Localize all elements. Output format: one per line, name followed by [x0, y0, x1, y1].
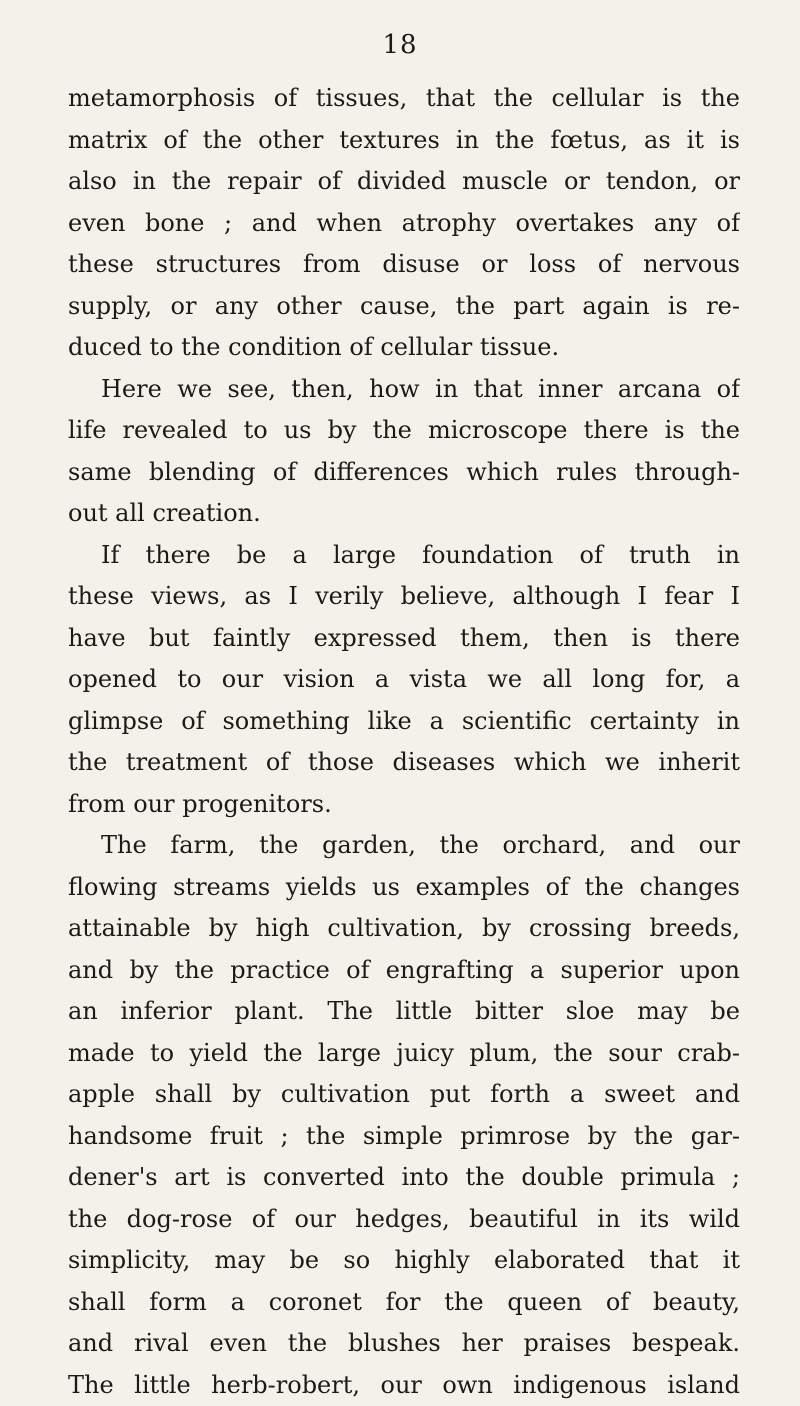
text-line: even bone ; and when atrophy overtakes any of	[68, 203, 740, 245]
text-line: duced to the condition of cellular tissue.	[68, 327, 740, 369]
text-line: attainable by high cultivation, by crossing breeds,	[68, 908, 740, 950]
text-line: dener's art is converted into the double primula ;	[68, 1157, 740, 1199]
text-line: these views, as I verily believe, although I fear I	[68, 576, 740, 618]
text-line: supply, or any other cause, the part again is re-	[68, 286, 740, 328]
text-line: also in the repair of divided muscle or tendon, or	[68, 161, 740, 203]
text-line: opened to our vision a vista we all long for, a	[68, 659, 740, 701]
text-line: same blending of differences which rules through-	[68, 452, 740, 494]
text-line: apple shall by cultivation put forth a sweet and	[68, 1074, 740, 1116]
text-line: The little herb-robert, our own indigenous island	[68, 1365, 740, 1406]
text-line: these structures from disuse or loss of nervous	[68, 244, 740, 286]
text-line: handsome fruit ; the simple primrose by the gar-	[68, 1116, 740, 1158]
page-number: 18	[0, 30, 800, 60]
text-line: matrix of the other textures in the fœtus, as it is	[68, 120, 740, 162]
text-line: and rival even the blushes her praises bespeak.	[68, 1323, 740, 1365]
text-line: an inferior plant. The little bitter sloe may be	[68, 991, 740, 1033]
text-line: the treatment of those diseases which we inherit	[68, 742, 740, 784]
text-line: simplicity, may be so highly elaborated that it	[68, 1240, 740, 1282]
paragraph-start-line: Here we see, then, how in that inner arcana of	[68, 369, 740, 411]
text-line: made to yield the large juicy plum, the sour crab-	[68, 1033, 740, 1075]
text-line: and by the practice of engrafting a superior upon	[68, 950, 740, 992]
text-line: from our progenitors.	[68, 784, 740, 826]
text-line: shall form a coronet for the queen of beauty,	[68, 1282, 740, 1324]
paragraph-start-line: The farm, the garden, the orchard, and our	[68, 825, 740, 867]
text-line: life revealed to us by the microscope there is the	[68, 410, 740, 452]
text-line: metamorphosis of tissues, that the cellular is the	[68, 78, 740, 120]
text-line: the dog-rose of our hedges, beautiful in its wild	[68, 1199, 740, 1241]
paragraph-start-line: If there be a large foundation of truth in	[68, 535, 740, 577]
text-line: out all creation.	[68, 493, 740, 535]
text-line: flowing streams yields us examples of the changes	[68, 867, 740, 909]
text-line: have but faintly expressed them, then is there	[68, 618, 740, 660]
body-text	[68, 78, 740, 1406]
text-line: glimpse of something like a scientific certainty in	[68, 701, 740, 743]
